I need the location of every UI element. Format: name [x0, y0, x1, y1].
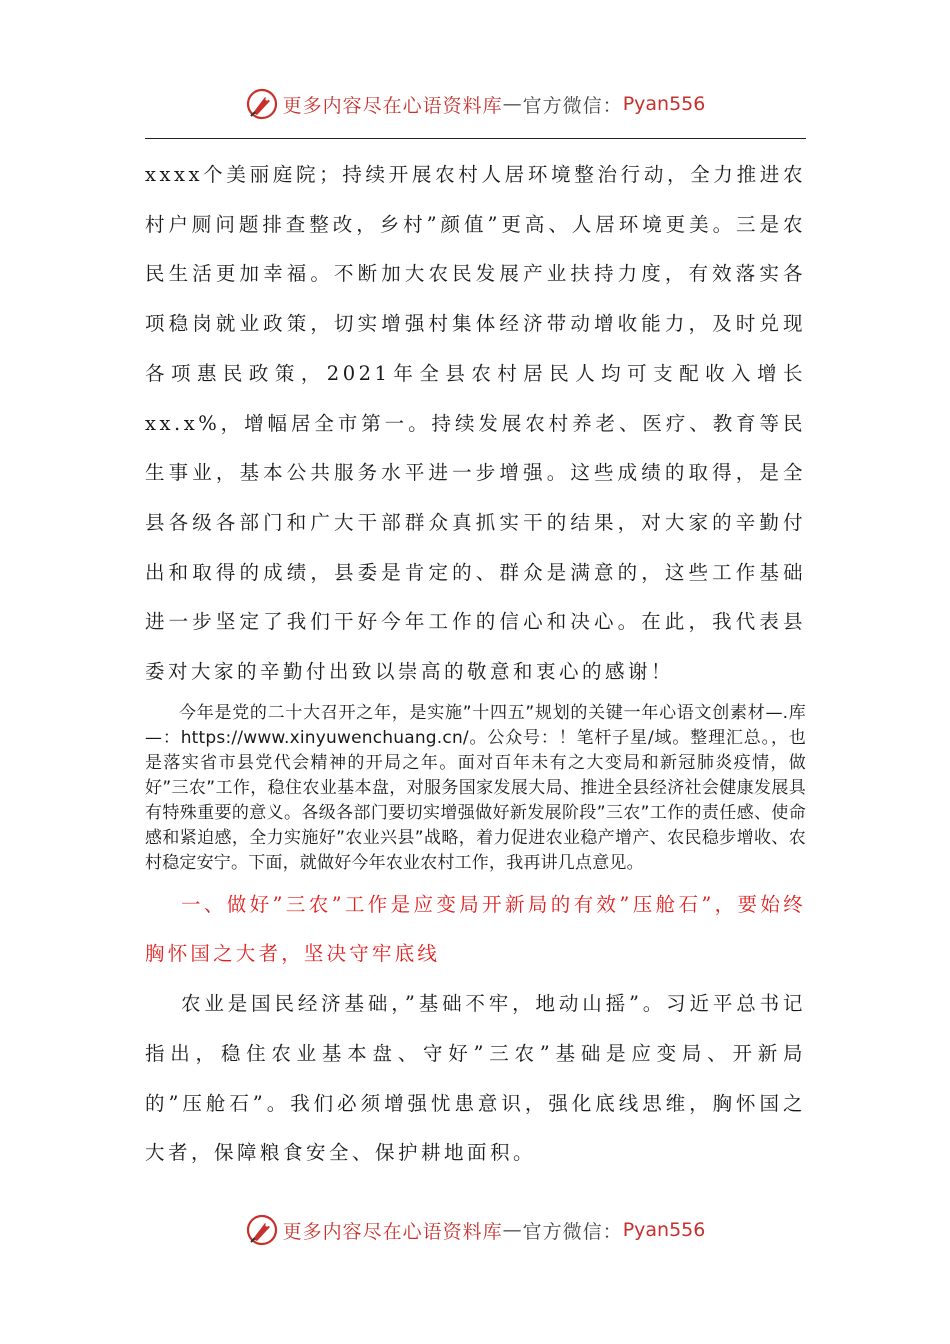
header-divider: [145, 138, 806, 139]
banner-wechat-label: 官方微信：: [522, 1220, 623, 1243]
banner-wechat-id: Pyan556: [622, 93, 706, 115]
pen-nib-logo-icon: [245, 87, 279, 121]
document-body: [145, 150, 806, 1178]
footer-banner: [0, 1210, 950, 1250]
banner-separator: —: [502, 1219, 523, 1241]
banner-wechat-id: Pyan556: [622, 1219, 706, 1241]
section-heading-1: 一、做好”三农”工作是应变局开新局的有效”压舱石”，要始终胸怀国之大者，坚决守牢底线: [145, 892, 806, 966]
banner-library-text: 更多内容尽在心语资料库: [282, 94, 503, 117]
paragraph-achievements: xxxx个美丽庭院；持续开展农村人居环境整治行动，全力推进农村户厕问题排查整改，乡村”颜值”更高、人居环境更美。三是农民生活更加幸福。不断加大农民发展产业扶持力度，有效落实各项稳岗就业政策，切实增强村集体经济带动增收能力，及时兑现各项惠民政策，2021年全县农村居民人均可支配收入增长xx.x%，增幅居全市第一。持续发展农村养老、医疗、教育等民生事业，基本公共服务水平进一步增强。这些成绩的取得，是全县各级各部门和广大干部群众真抓实干的结果，对大家的辛勤付出和取得的成绩，县委是肯定的、群众是满意的，这些工作基础进一步坚定了我们干好今年工作的信心和决心。在此，我代表县委对大家的辛勤付出致以崇高的敬意和衷心的感谢！: [145, 163, 806, 684]
pen-nib-logo-icon: [245, 1213, 279, 1247]
banner-library-text: 更多内容尽在心语资料库: [282, 1220, 503, 1243]
paragraph-agriculture-basis: 农业是国民经济基础，”基础不牢，地动山摇”。习近平总书记指出，稳住农业基本盘、守好”三农”基础是应变局、开新局的”压舱石”。我们必须增强忧患意识，强化底线思维，胸怀国之大者，保障粮食安全、保护耕地面积。: [145, 992, 806, 1165]
banner-separator: —: [502, 93, 523, 115]
header-banner: [0, 84, 950, 124]
banner-wechat-label: 官方微信：: [522, 94, 623, 117]
paragraph-this-year: 今年是党的二十大召开之年，是实施”十四五”规划的关键一年心语文创素材—.库—：https://www.xinyuwenchuang.cn/。公众号：！笔杆子星/域。整理汇总。，也是落实省市县党代会精神的开局之年。面对百年未有之大变局和新冠肺炎疫情，做好”三农”工作，稳住农业基本盘，对服务国家发展大局、推进全县经济社会健康发展具有特殊重要的意义。各级各部门要切实增强做好新发展阶段”三农”工作的责任感、使命感和紧迫感，全力实施好”农业兴县”战略，着力促进农业稳产增产、农民稳步增收、农村稳定安宁。下面，就做好今年农业农村工作，我再讲几点意见。: [145, 702, 806, 873]
